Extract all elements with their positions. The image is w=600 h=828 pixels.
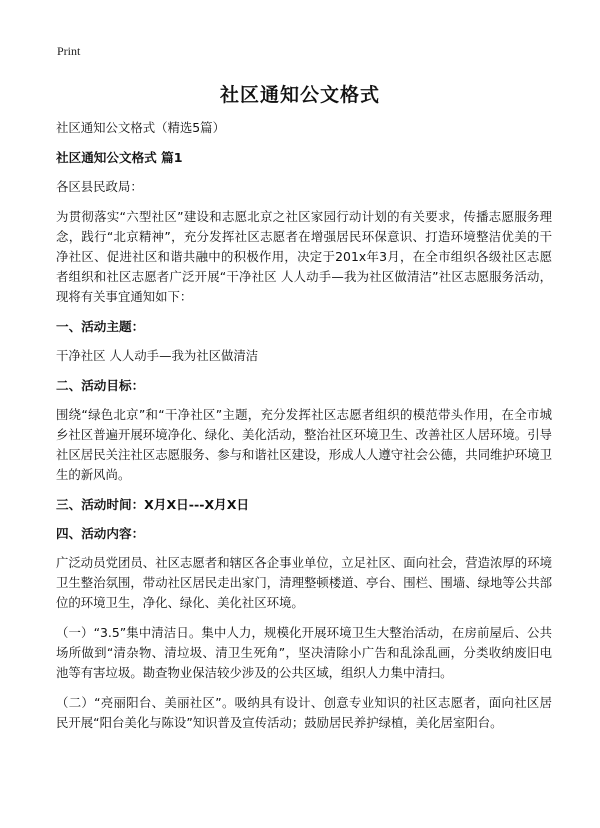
section-goal-body: 围绕“绿色北京”和“干净社区”主题，充分发挥社区志愿者组织的模范带头作用，在全市城乡社区普遍开展环境净化、绿化、美化活动，整治社区环境卫生、改善社区人居环境。引导社区居民关注社区志愿服务、参与和谐社区建设，形成人人遵守社会公德，共同维护环境卫生的新风尚。 <box>56 407 552 482</box>
greeting: 各区县民政局： <box>56 179 143 194</box>
section-goal-heading: 二、活动目标： <box>56 378 145 393</box>
section-theme-heading: 一、活动主题： <box>56 319 145 334</box>
content-item-2: （二）“亮丽阳台、美丽社区”。吸纳具有设计、创意专业知识的社区志愿者，面向社区居民开展“阳台美化与陈设”知识普及宣传活动；鼓励居民养护绿植，美化居室阳台。 <box>56 695 552 730</box>
section-theme-body: 干净社区 人人动手—我为社区做清洁 <box>56 348 259 363</box>
section-content-body: 广泛动员党团员、社区志愿者和辖区各企事业单位，立足社区、面向社会，营造浓厚的环境卫生整治氛围，带动社区居民走出家门，清理整顿楼道、亭台、围栏、围墙、绿地等公共部位的环境卫生，净化、绿化、美化社区环境。 <box>56 555 552 610</box>
document-subtitle: 社区通知公文格式（精选5篇） <box>56 120 225 135</box>
section-time-heading: 三、活动时间：X月X日---X月X日 <box>56 497 250 512</box>
content-item-1: （一）“3.5”集中清洁日。集中人力，规模化开展环境卫生大整治活动，在房前屋后、公共场所做到“清杂物、清垃圾、清卫生死角”，坚决清除小广告和乱涂乱画，分类收纳废旧电池等有害垃圾。勘查物业保洁较少涉及的公共区域，组织人力集中清扫。 <box>56 625 552 680</box>
intro-paragraph: 为贯彻落实“六型社区”建设和志愿北京之社区家园行动计划的有关要求，传播志愿服务理念，践行“北京精神”，充分发挥社区志愿者在增强居民环保意识、打造环境整洁优美的干净社区、促进社区和谐共融中的积极作用，决定于201x年3月，在全市组织各级社区志愿者组织和社区志愿者广泛开展“干净社区 人人动手—我为社区做清洁”社区志愿服务活动，现将有关事宜通知如下： <box>56 209 552 304</box>
document-body <box>56 118 552 743</box>
article-heading: 社区通知公文格式 篇1 <box>56 150 183 165</box>
section-content-heading: 四、活动内容： <box>56 526 145 541</box>
print-link[interactable]: Print <box>57 44 81 58</box>
page-title: 社区通知公文格式 <box>219 84 380 106</box>
